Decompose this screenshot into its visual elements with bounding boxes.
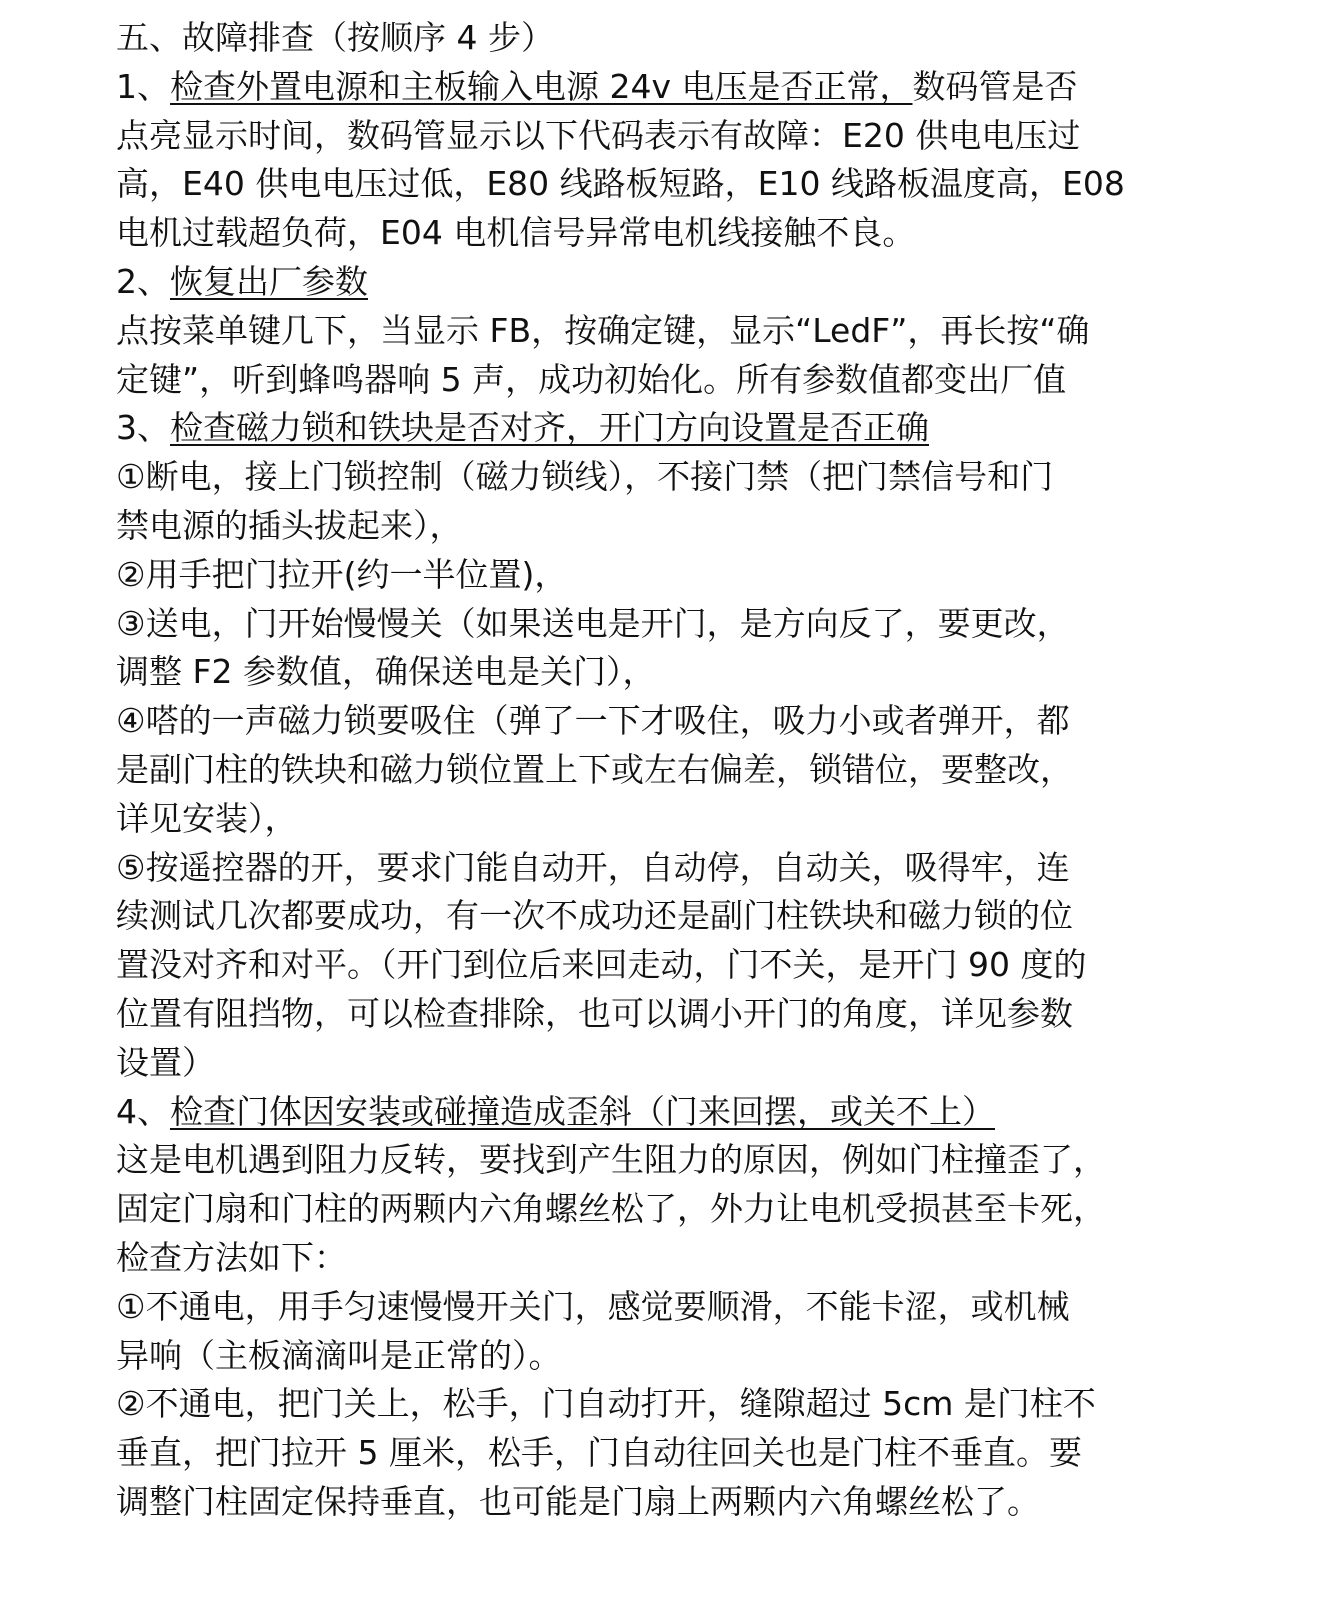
step3-text-line: ④嗒的一声磁力锁要吸住（弹了一下才吸住，吸力小或者弹开，都 [116,701,1070,741]
step4-text-line: ①不通电，用手匀速慢慢开关门，感觉要顺滑，不能卡涩，或机械 [116,1286,1070,1326]
step1-text-line: 电机过载超负荷，E04 电机信号异常电机线接触不良。 [116,213,916,253]
step3-text-line: 是副门柱的铁块和磁力锁位置上下或左右偏差，锁错位，要整改， [116,749,1073,789]
step1-heading: 检查外置电源和主板输入电源 24v 电压是否正常， [170,66,913,106]
step4-text-line: 调整门柱固定保持垂直，也可能是门扇上两颗内六角螺丝松了。 [116,1481,1040,1521]
step3-text-line: 详见安装）， [116,798,298,838]
step1-text-line: 高，E40 供电电压过低，E80 线路板短路，E10 线路板温度高，E08 [116,164,1125,204]
troubleshooting-document [116,14,1216,1527]
step3-text-line: 设置） [116,1042,215,1082]
section-title: 五、故障排查（按顺序 4 步） [116,18,554,57]
step3-text-line: ②用手把门拉开(约一半位置)， [116,554,568,594]
step1-number: 1、 [116,66,170,106]
step3-text-line: 续测试几次都要成功，有一次不成功还是副门柱铁块和磁力锁的位 [116,896,1073,936]
step4-text-line: 固定门扇和门柱的两颗内六角螺丝松了，外力让电机受损甚至卡死， [116,1189,1106,1229]
step3-text-line: ①断电，接上门锁控制（磁力锁线），不接门禁（把门禁信号和门 [116,457,1054,497]
step3-heading: 检查磁力锁和铁块是否对齐，开门方向设置是否正确 [170,408,929,448]
step4-text-line: 检查方法如下： [116,1237,347,1277]
step3-text-line: ③送电，门开始慢慢关（如果送电是开门，是方向反了，要更改， [116,603,1070,643]
step2-heading: 恢复出厂参数 [170,261,368,301]
step4-text-line: 这是电机遇到阻力反转，要找到产生阻力的原因，例如门柱撞歪了， [116,1140,1106,1180]
step2-number: 2、 [116,261,170,301]
step3-text-line: ⑤按遥控器的开，要求门能自动开，自动停，自动关，吸得牢，连 [116,847,1070,887]
step3-text-line: 调整 F2 参数值，确保送电是关门）， [116,652,656,692]
step2-text-line: 定键”，听到蜂鸣器响 5 声，成功初始化。所有参数值都变出厂值 [116,359,1067,399]
step1-line1-tail: 数码管是否 [912,66,1078,106]
step3-text-line: 置没对齐和对平。（开门到位后来回走动，门不关，是开门 90 度的 [116,945,1087,985]
step2-text-line: 点按菜单键几下，当显示 FB，按确定键，显示“LedF”，再长按“确 [116,310,1090,350]
step1-text-line: 点亮显示时间，数码管显示以下代码表示有故障：E20 供电电压过 [116,115,1081,155]
step2-heading-line [116,258,1216,307]
step4-text-line: 垂直，把门拉开 5 厘米，松手，门自动往回关也是门柱不垂直。要 [116,1433,1082,1473]
step4-text-line: ②不通电，把门关上，松手，门自动打开，缝隙超过 5cm 是门柱不 [116,1384,1096,1424]
step1-heading-line [116,63,1216,112]
step3-text-line: 禁电源的插头拔起来）， [116,505,463,545]
step3-text-line: 位置有阻挡物，可以检查排除，也可以调小开门的角度，详见参数 [116,993,1073,1033]
step3-heading-line [116,404,1216,453]
step4-text-line: 异响（主板滴滴叫是正常的）。 [116,1335,562,1375]
step4-number: 4、 [116,1091,170,1131]
step4-heading: 检查门体因安装或碰撞造成歪斜（门来回摆，或关不上） [170,1091,995,1131]
step4-heading-line [116,1088,1216,1137]
step3-number: 3、 [116,408,170,448]
